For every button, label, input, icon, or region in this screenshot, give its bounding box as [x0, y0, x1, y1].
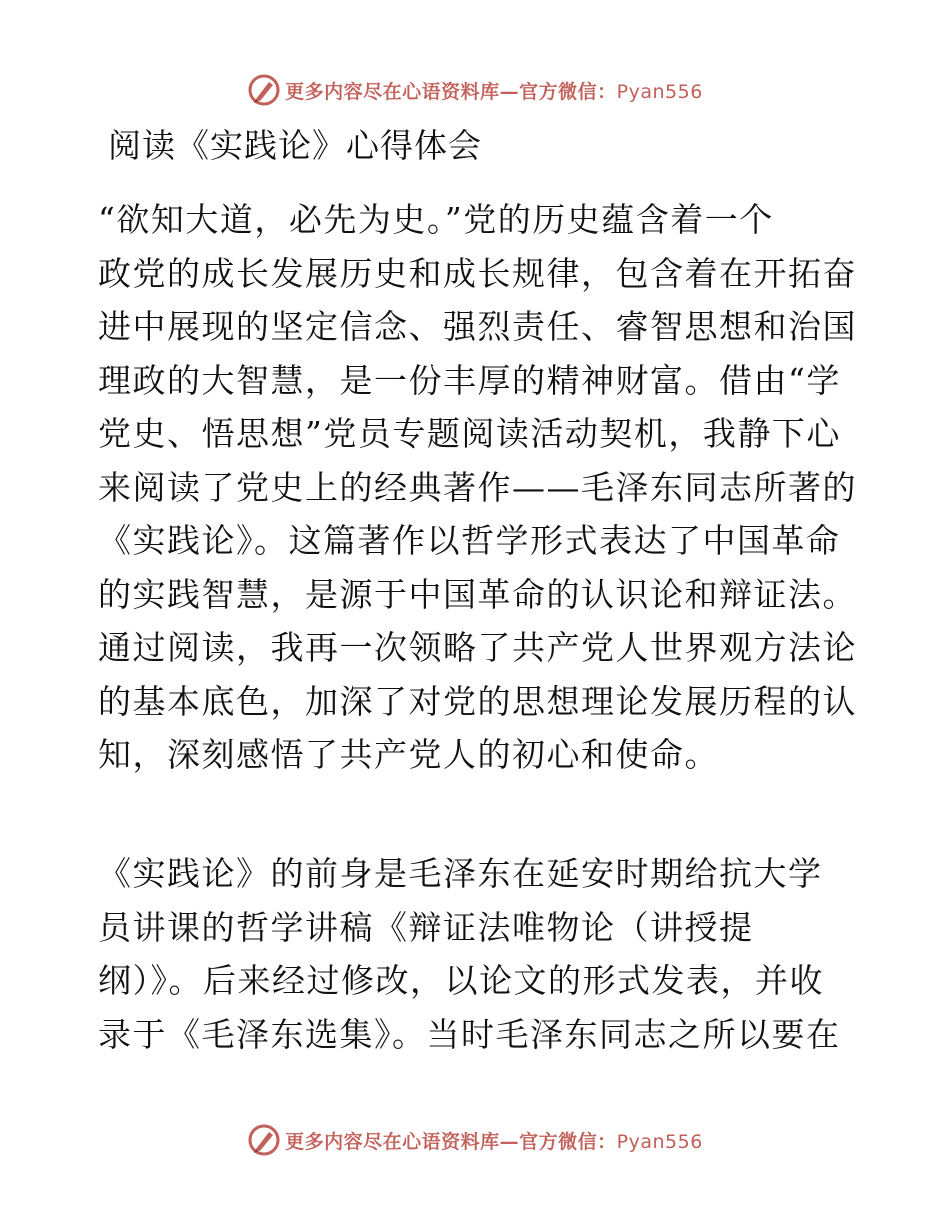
- paragraph-line: 通过阅读，我再一次领略了共产党人世界观方法论: [98, 628, 857, 667]
- paragraph-line: 党史、悟思想”党员专题阅读活动契机，我静下心: [98, 414, 841, 453]
- footer-wechat-id: Pyan556: [616, 1130, 703, 1153]
- paragraph-line: 纲）》。后来经过修改，以论文的形式发表，并收: [98, 961, 824, 1000]
- paragraph-line: 员讲课的哲学讲稿《辩证法唯物论（讲授提: [98, 907, 754, 947]
- document-title: 阅读《实践论》心得体会: [108, 126, 482, 165]
- paragraph-1: [98, 193, 858, 782]
- paragraph-line: 理政的大智慧，是一份丰厚的精神财富。借由“学: [98, 360, 841, 400]
- header-banner: [0, 70, 950, 110]
- paragraph-line: 进中展现的坚定信念、强烈责任、睿智思想和治国: [98, 307, 857, 346]
- header-banner-text: 更多内容尽在心语资料库—官方微信：Pyan556: [285, 80, 703, 103]
- header-wechat-id: Pyan556: [616, 80, 703, 103]
- paragraph-line: 知，深刻感悟了共产党人的初心和使命。: [98, 735, 719, 774]
- paragraph-line: 的基本底色，加深了对党的思想理论发展历程的认: [98, 681, 857, 721]
- footer-banner-text: 更多内容尽在心语资料库—官方微信：Pyan556: [285, 1130, 703, 1153]
- pen-logo-icon: [247, 73, 281, 107]
- paragraph-2: [98, 847, 858, 1061]
- footer-banner: [0, 1120, 950, 1160]
- paragraph-line: “欲知大道，必先为史。”党的历史蕴含着一个: [98, 200, 774, 239]
- paragraph-line: 《实践论》。这篇著作以哲学形式表达了中国革命: [98, 521, 841, 560]
- pen-logo-icon: [247, 1123, 281, 1157]
- paragraph-line: 来阅读了党史上的经典著作——毛泽东同志所著的: [98, 467, 857, 507]
- paragraph-line: 政党的成长发展历史和成长规律，包含着在开拓奋: [98, 253, 857, 293]
- paragraph-line: 录于《毛泽东选集》。当时毛泽东同志之所以要在: [98, 1014, 841, 1054]
- paragraph-line: 《实践论》的前身是毛泽东在延安时期给抗大学: [98, 854, 823, 893]
- paragraph-line: 的实践智慧，是源于中国革命的认识论和辩证法。: [98, 574, 857, 614]
